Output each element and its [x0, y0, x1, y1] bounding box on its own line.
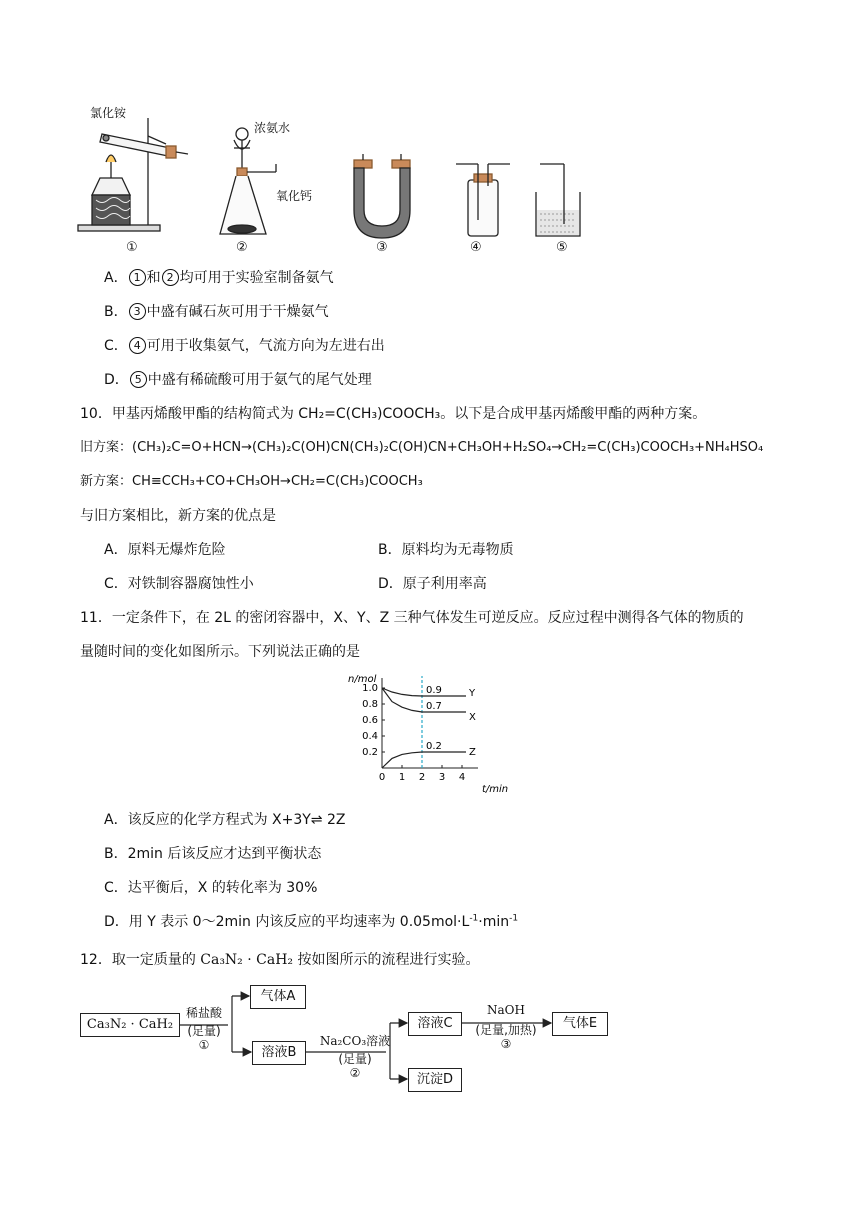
label-ammonium-chloride: 氯化铵: [90, 106, 127, 120]
q11-stem-line-1: 11．一定条件下，在 2L 的密闭容器中，X、Y、Z 三种气体发生可逆反应。反应过程中测得各气体的物质的: [80, 610, 744, 626]
flow-step2-number: ②: [349, 1066, 361, 1080]
q10-option-d: D．原子利用率高: [378, 576, 487, 592]
x-axis-label: t/min: [482, 784, 509, 795]
series-label-Y: Y: [469, 688, 476, 699]
y-tick-label-4: 1.0: [362, 683, 378, 694]
label-calcium-oxide: 氧化钙: [276, 189, 313, 203]
series-label-Z: Z: [469, 747, 476, 758]
flow-step1-reagent: 稀盐酸: [185, 1006, 222, 1020]
q10-old-scheme: 旧方案：(CH₃)₂C=O+HCN→(CH₃)₂C(OH)CN(CH₃)₂C(OH)CN+CH₃OH+H₂SO₄→CH₂=C(CH₃)COOCH₃+NH₄HSO₄: [80, 440, 764, 455]
annotation-2: 0.2: [426, 741, 442, 752]
y-tick-label-3: 0.8: [362, 699, 378, 710]
apparatus-number-1: ①: [126, 240, 138, 255]
flow-gas-a-box: 气体A: [250, 985, 306, 1009]
flow-step2-reagent: Na₂CO₃溶液: [319, 1034, 391, 1048]
apparatus-number-5: ⑤: [556, 240, 568, 255]
q9-option-b: B． 3 中盛有碱石灰可用于干燥氨气: [104, 304, 329, 320]
q10-option-b: B．原料均为无毒物质: [378, 542, 514, 558]
flow-start-box: Ca₃N₂ · CaH₂: [80, 1013, 180, 1037]
apparatus-number-4: ④: [470, 240, 482, 255]
q12-stem: 12．取一定质量的 Ca₃N₂ · CaH₂ 按如图所示的流程进行实验。: [80, 952, 480, 968]
q11-option-b: B．2min 后该反应才达到平衡状态: [104, 846, 322, 862]
x-tick-label-0: 0: [378, 772, 386, 783]
annotation-0: 0.9: [426, 685, 442, 696]
flow-solution-c-box: 溶液C: [408, 1012, 462, 1036]
annotation-1: 0.7: [426, 701, 442, 712]
q9-option-a: A． 1 和 2 均可用于实验室制备氨气: [104, 270, 334, 286]
flow-step1-amount: (足量): [187, 1024, 221, 1038]
flow-step1-number: ①: [198, 1038, 210, 1052]
q9-option-c: C． 4 可用于收集氨气，气流方向为左进右出: [104, 338, 385, 354]
flow-step3-reagent: NaOH: [487, 1003, 525, 1017]
flow-step2-amount: (足量): [338, 1052, 372, 1066]
q10-question: 与旧方案相比，新方案的优点是: [80, 508, 276, 524]
apparatus-number-3: ③: [376, 240, 388, 255]
q9-option-d: D． 5 中盛有稀硫酸可用于氨气的尾气处理: [104, 372, 372, 388]
x-tick-label-4: 4: [458, 772, 466, 783]
y-tick-label-0: 0.2: [362, 747, 378, 758]
q11-option-a: A．该反应的化学方程式为 X+3Y⇌ 2Z: [104, 812, 346, 828]
series-label-X: X: [469, 712, 476, 723]
flow-solution-b-box: 溶液B: [252, 1041, 306, 1065]
flow-step3-condition: (足量,加热): [475, 1023, 537, 1037]
q10-new-scheme: 新方案：CH≡CCH₃+CO+CH₃OH→CH₂=C(CH₃)COOCH₃: [80, 474, 423, 489]
q10-option-a: A．原料无爆炸危险: [104, 542, 226, 558]
q11-option-c: C．达平衡后，X 的转化率为 30%: [104, 880, 318, 896]
flow-precipitate-d-box: 沉淀D: [408, 1068, 462, 1092]
flow-step3-number: ③: [500, 1037, 512, 1051]
q10-option-c: C．对铁制容器腐蚀性小: [104, 576, 254, 592]
y-tick-label-1: 0.4: [362, 731, 378, 742]
apparatus-number-2: ②: [236, 240, 248, 255]
q11-stem-line-2: 量随时间的变化如图所示。下列说法正确的是: [80, 644, 360, 660]
q11-option-d: D．用 Y 表示 0～2min 内该反应的平均速率为 $0.05mol\cdot L^{-1}\cdot\min^{-1}$: [104, 913, 519, 930]
x-tick-label-2: 2: [418, 772, 426, 783]
x-tick-label-1: 1: [398, 772, 406, 783]
y-tick-label-2: 0.6: [362, 715, 378, 726]
q10-stem: 10．甲基丙烯酸甲酯的结构简式为 CH₂=C(CH₃)COOCH₃。以下是合成甲基丙烯酸甲酯的两种方案。: [80, 406, 707, 422]
label-conc-ammonia: 浓氨水: [254, 121, 291, 135]
y-axis-label: n/mol: [348, 674, 377, 685]
x-tick-label-3: 3: [438, 772, 446, 783]
flow-gas-e-box: 气体E: [552, 1012, 608, 1036]
